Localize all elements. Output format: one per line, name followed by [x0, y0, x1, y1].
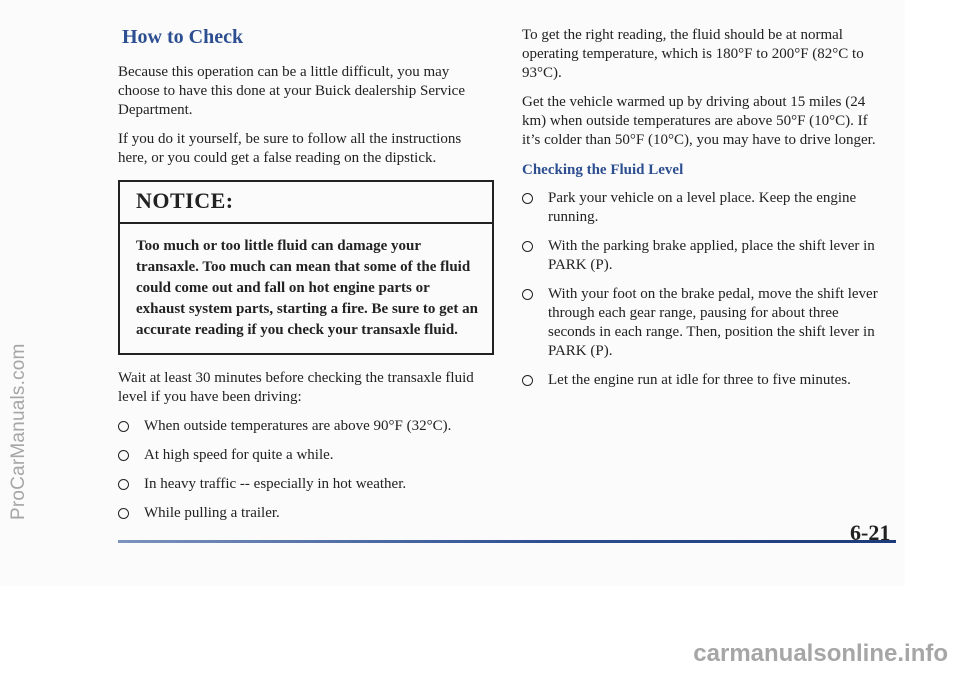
- notice-title: NOTICE:: [120, 182, 492, 224]
- right-column: [522, 26, 882, 400]
- list-item-text: Park your vehicle on a level place. Keep the engine running.: [548, 190, 857, 225]
- bullet-icon: [118, 508, 129, 519]
- list-item-text: While pulling a trailer.: [144, 505, 280, 521]
- list-item-text: At high speed for quite a while.: [144, 447, 334, 463]
- list-item: [118, 504, 488, 523]
- bullet-icon: [118, 450, 129, 461]
- list-item-text: With the parking brake applied, place the shift lever in PARK (P).: [548, 238, 875, 273]
- driving-conditions-list: [118, 417, 488, 523]
- list-item-text: When outside temperatures are above 90°F (32°C).: [144, 418, 452, 434]
- bullet-icon: [522, 289, 533, 300]
- list-item: [118, 446, 488, 465]
- list-item: [522, 237, 882, 275]
- list-item: [522, 285, 882, 361]
- bullet-icon: [118, 421, 129, 432]
- subsection-heading: Checking the Fluid Level: [522, 162, 684, 178]
- left-column: [118, 26, 488, 533]
- checking-steps-list: [522, 189, 882, 390]
- list-item-text: In heavy traffic -- especially in hot weather.: [144, 476, 407, 492]
- list-item: [522, 371, 882, 390]
- bullet-icon: [522, 193, 533, 204]
- wait-paragraph: Wait at least 30 minutes before checking the transaxle fluid level if you have been driving:: [118, 370, 474, 405]
- list-item: [118, 417, 488, 436]
- list-item: [522, 189, 882, 227]
- section-heading: How to Check: [122, 26, 244, 48]
- page-number: 6-21: [850, 520, 891, 545]
- bullet-icon: [522, 241, 533, 252]
- side-watermark: ProCarManuals.com: [8, 343, 29, 520]
- notice-box: [118, 180, 494, 355]
- bullet-icon: [118, 479, 129, 490]
- temperature-paragraph: To get the right reading, the fluid should be at normal operating temperature, which is 180°F to 200°F (82°C to 93°C).: [522, 27, 864, 81]
- footer-rule: [118, 540, 896, 543]
- instructions-paragraph: If you do it yourself, be sure to follow all the instructions here, or you could get a false reading on the dipstick.: [118, 131, 462, 166]
- bullet-icon: [522, 375, 533, 386]
- list-item-text: With your foot on the brake pedal, move the shift lever through each gear range, pausing for about three seconds in each range. Then, position the shift lever in PARK (P).: [548, 286, 878, 359]
- notice-body: Too much or too little fluid can damage your transaxle. Too much can mean that some of the fluid could come out and fall on hot engine parts or exhaust system parts, starting a fire. Be sure to get an accurate reading if you check your transaxle fluid.: [136, 238, 478, 338]
- warmup-paragraph: Get the vehicle warmed up by driving about 15 miles (24 km) when outside temperatures are above 50°F (10°C). If it’s colder than 50°F (10°C), you may have to drive longer.: [522, 94, 876, 148]
- bottom-watermark: carmanualsonline.info: [693, 640, 948, 667]
- list-item-text: Let the engine run at idle for three to five minutes.: [548, 372, 851, 388]
- intro-paragraph: Because this operation can be a little difficult, you may choose to have this done at your Buick dealership Service Department.: [118, 64, 465, 118]
- list-item: [118, 475, 488, 494]
